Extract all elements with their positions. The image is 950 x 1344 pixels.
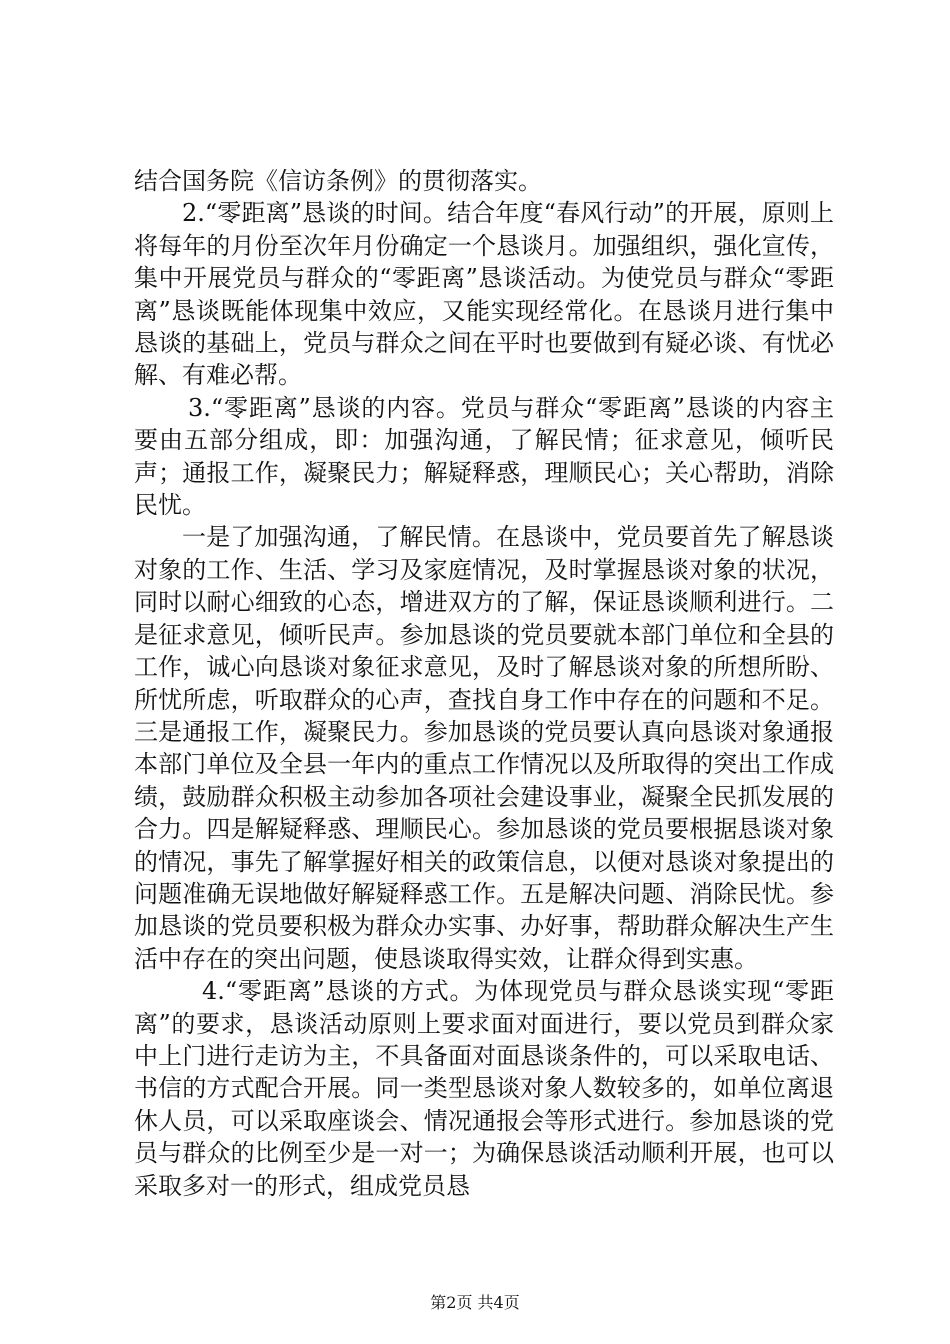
page-footer: 第2页 共4页 — [430, 1293, 520, 1312]
paragraph-content: 3.“零距离”恳谈的内容。党员与群众“零距离”恳谈的内容主要由五部分组成，即：加强沟通，了解民情；征求意见，倾听民声；通报工作，凝聚民力；解疑释惑，理顺民心；关心帮助，消除民忧。 — [134, 393, 834, 520]
paragraph-continuation: 结合国务院《信访条例》的贯彻落实。 — [134, 167, 542, 195]
paragraph-method: 4.“零距离”恳谈的方式。为体现党员与群众恳谈实现“零距离”的要求，恳谈活动原则上要求面对面进行，要以党员到群众家中上门进行走访为主，不具备面对面恳谈条件的，可以采取电话、书信的方式配合开展。同一类型恳谈对象人数较多的，如单位离退休人员，可以采取座谈会、情况通报会等形式进行。参加恳谈的党员与群众的比例至少是一对一；为确保恳谈活动顺利开展，也可以采取多对一的形式，组成党员恳 — [134, 977, 834, 1200]
paragraph-time: 2.“零距离”恳谈的时间。结合年度“春风行动”的开展，原则上将每年的月份至次年月份确定一个恳谈月。加强组织，强化宣传，集中开展党员与群众的“零距离”恳谈活动。为使党员与群众“零距离”恳谈既能体现集中效应，又能实现经常化。在恳谈月进行集中恳谈的基础上，党员与群众之间在平时也要做到有疑必谈、有忧必解、有难必帮。 — [134, 199, 834, 390]
document-body — [134, 165, 834, 1202]
paragraph-five-parts: 一是了加强沟通，了解民情。在恳谈中，党员要首先了解恳谈对象的工作、生活、学习及家庭情况，及时掌握恳谈对象的状况，同时以耐心细致的心态，增进双方的了解，保证恳谈顺利进行。二是征求意见，倾听民声。参加恳谈的党员要就本部门单位和全县的工作，诚心向恳谈对象征求意见，及时了解恳谈对象的所想所盼、所忧所虑，听取群众的心声，查找自身工作中存在的问题和不足。三是通报工作，凝聚民力。参加恳谈的党员要认真向恳谈对象通报本部门单位及全县一年内的重点工作情况以及所取得的突出工作成绩，鼓励群众积极主动参加各项社会建设事业，凝聚全民抓发展的合力。四是解疑释惑、理顺民心。参加恳谈的党员要根据恳谈对象的情况，事先了解掌握好相关的政策信息，以便对恳谈对象提出的问题准确无误地做好解疑释惑工作。五是解决问题、消除民忧。参加恳谈的党员要积极为群众办实事、办好事，帮助群众解决生产生活中存在的突出问题，使恳谈取得实效，让群众得到实惠。 — [134, 523, 834, 973]
